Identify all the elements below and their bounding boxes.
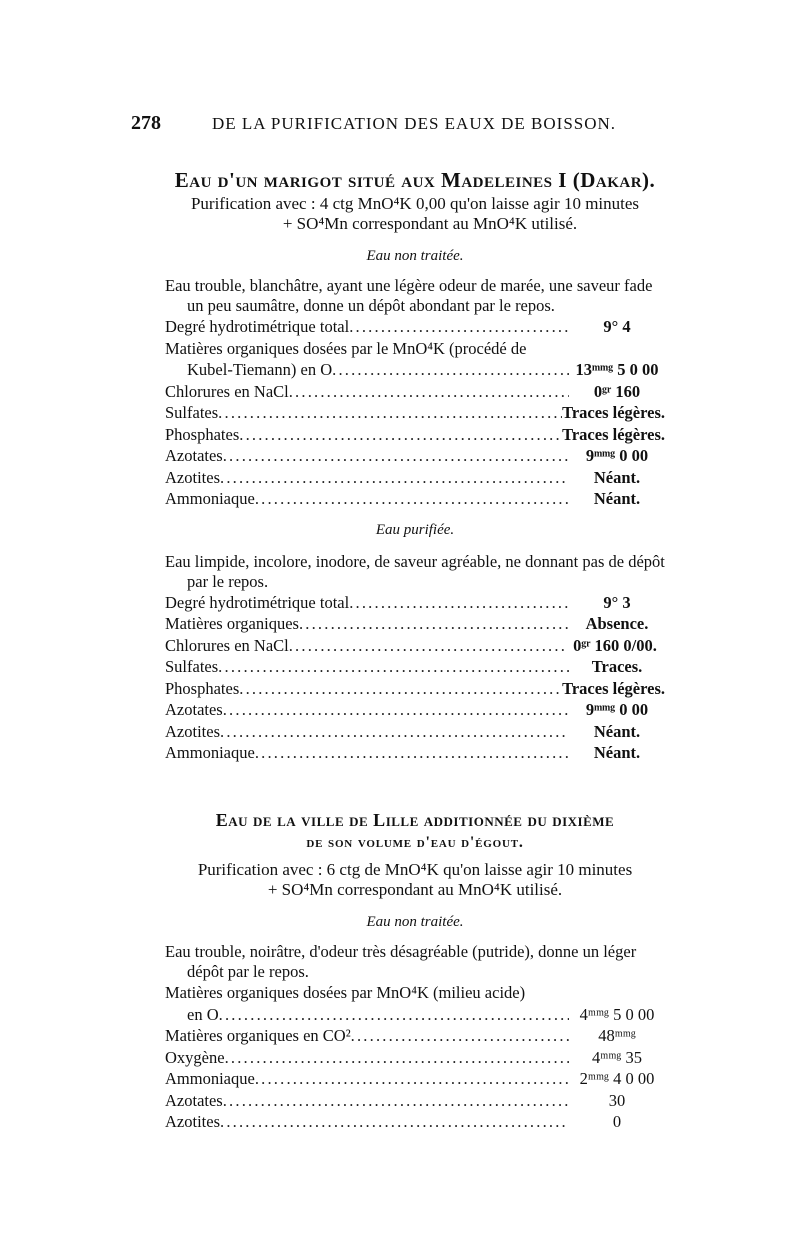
row-value: 0ᵍʳ 160 0/00. [573, 635, 657, 655]
description: Eau trouble, noirâtre, d'odeur très désagréable (putride), donne un léger dépôt par le repos. [165, 942, 637, 981]
table-row [165, 678, 665, 700]
table-row [165, 613, 665, 635]
row-label: Matières organiques en CO² [165, 1026, 351, 1045]
section-lille-egout [165, 810, 665, 1133]
table-row [165, 656, 665, 678]
row-value: Néant. [593, 467, 641, 487]
table-row [165, 982, 665, 1004]
table-row [165, 1047, 665, 1069]
row-label: en O [187, 1004, 219, 1024]
row-label: Degré hydrotimétrique total [165, 592, 350, 612]
row-value: 4ᵐᵐᵍ 35 [592, 1047, 642, 1067]
running-title: DE LA PURIFICATION DES EAUX DE BOISSON. [212, 114, 617, 133]
row-label: Azotates [165, 1090, 223, 1110]
table-row [165, 699, 665, 721]
table-row [165, 1025, 665, 1047]
row-value: Traces légères. [562, 403, 665, 422]
row-label: Degré hydrotimétrique total [165, 317, 350, 336]
row-label: Matières organiques dosées par le MnO⁴K (procédé de [165, 338, 527, 358]
row-label: Azotates [165, 446, 223, 465]
purification-line: Purification avec : 4 ctg MnO⁴K 0,00 qu'on laisse agir 10 minutes [190, 194, 640, 213]
row-label: Azotites [165, 721, 220, 741]
purification-line: Purification avec : 6 ctg de MnO⁴K qu'on laisse agir 10 minutes [197, 860, 633, 879]
row-label: Sulfates [165, 403, 219, 422]
row-value: Traces légères. [562, 424, 665, 444]
row-value: 9ᵐᵐᵍ 0 00 [585, 700, 649, 719]
description: Eau limpide, incolore, inodore, de saveur agréable, ne donnant pas de dépôt par le repos. [165, 551, 665, 591]
table-row [165, 488, 665, 510]
row-label: Ammoniaque [165, 489, 255, 508]
table-row [165, 316, 665, 338]
row-label: Kubel-Tiemann) en O [187, 360, 333, 379]
table-row [165, 1068, 665, 1090]
page-number: 278 [131, 112, 161, 134]
row-value: 9ᵐᵐᵍ 0 00 [585, 446, 649, 465]
row-label: Phosphates [165, 678, 240, 698]
table-row [165, 1004, 665, 1026]
table-row [165, 381, 665, 403]
row-label: Oxygène [165, 1047, 225, 1067]
row-label: Ammoniaque [165, 1069, 255, 1088]
row-label: Sulfates [165, 657, 219, 676]
row-label: Azotites [165, 1112, 220, 1131]
row-value: 9° 4 [603, 317, 631, 336]
purification-line: + SO⁴Mn correspondant au MnO⁴K utilisé. [267, 880, 563, 899]
table-row [165, 592, 665, 614]
row-value: 30 [608, 1090, 626, 1110]
section-marigot-dakar [165, 168, 665, 764]
table-row [165, 402, 665, 424]
row-value: Absence. [585, 614, 649, 633]
section-title: de son volume d'eau d'égout. [306, 834, 524, 851]
row-value: 0ᵍʳ 160 [593, 381, 641, 401]
row-value: 0 [612, 1112, 622, 1131]
subheading-untreated: Eau non traitée. [366, 248, 464, 264]
table-row [165, 635, 665, 657]
table-row [165, 1111, 665, 1133]
subheading-purified: Eau purifiée. [375, 521, 455, 538]
row-value: Traces. [591, 657, 643, 676]
row-label: Ammoniaque [165, 743, 255, 762]
table-row [165, 445, 665, 467]
table-row [165, 359, 665, 381]
table-row [165, 721, 665, 743]
row-value: Traces légères. [562, 678, 665, 698]
row-value: 13ᵐᵐᵍ 5 0 00 [575, 360, 659, 379]
row-label: Chlorures en NaCl [165, 381, 289, 401]
row-label: Chlorures en NaCl [165, 635, 289, 655]
section-title: Eau d'un marigot situé aux Madeleines I (Dakar). [174, 168, 656, 192]
row-value: Néant. [593, 743, 641, 762]
row-value: 48ᵐᵐᵍ [598, 1026, 636, 1045]
table-row [165, 1090, 665, 1112]
table-row [165, 424, 665, 446]
row-value: 4ᵐᵐᵍ 5 0 00 [579, 1004, 655, 1024]
table-row [165, 467, 665, 489]
row-value: 9° 3 [603, 592, 631, 612]
subheading-untreated: Eau non traitée. [366, 914, 464, 930]
row-label: Azotates [165, 700, 223, 719]
table-row [165, 742, 665, 764]
row-value: 2ᵐᵐᵍ 4 0 00 [579, 1069, 655, 1088]
row-label: Phosphates [165, 424, 240, 444]
table-row [165, 338, 665, 360]
row-label: Matières organiques dosées par MnO⁴K (milieu acide) [165, 983, 526, 1002]
section-title: Eau de la ville de Lille additionnée du dixième [215, 810, 615, 830]
row-value: Néant. [593, 489, 641, 508]
row-label: Azotites [165, 467, 220, 487]
row-label: Matières organiques [165, 614, 299, 633]
description: Eau trouble, blanchâtre, ayant une légère odeur de marée, une saveur fade un peu saumâtre, donne un dépôt abondant par le repos. [165, 276, 653, 315]
purification-line: + SO⁴Mn correspondant au MnO⁴K utilisé. [282, 214, 578, 233]
row-value: Néant. [593, 721, 641, 741]
page-header [0, 112, 800, 142]
